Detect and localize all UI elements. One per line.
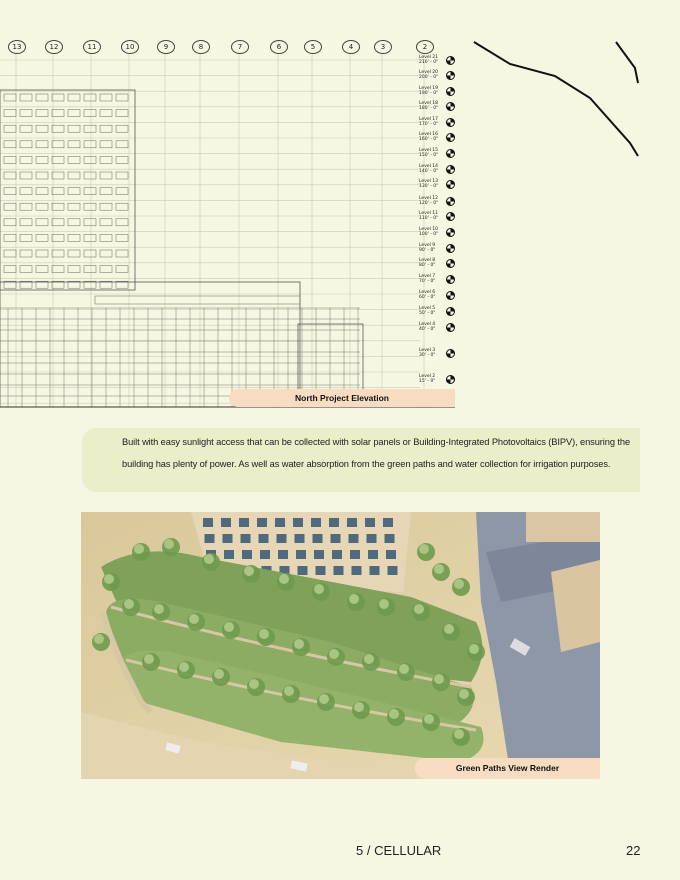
grid-marker: 13 (8, 40, 26, 54)
level-tag (419, 55, 459, 65)
level-tag (419, 322, 459, 332)
level-elevation: 15' - 0" (419, 379, 436, 384)
level-marker-icon (446, 228, 455, 237)
level-name: Level 13 (419, 179, 439, 184)
level-marker-icon (446, 118, 455, 127)
level-tag (419, 348, 459, 358)
level-elevation: 70' - 0" (419, 279, 436, 284)
render-illustration (81, 512, 600, 779)
level-elevation: 40' - 0" (419, 327, 436, 332)
grid-marker: 10 (121, 40, 139, 54)
level-tag (419, 101, 459, 111)
level-tag (419, 117, 459, 127)
grid-marker: 2 (416, 40, 434, 54)
level-marker-icon (446, 56, 455, 65)
level-elevation: 60' - 0" (419, 295, 436, 300)
level-elevation: 180' - 0" (419, 106, 439, 111)
level-name: Level 19 (419, 86, 439, 91)
grid-marker: 9 (157, 40, 175, 54)
level-elevation: 140' - 0" (419, 169, 439, 174)
level-name: Level 17 (419, 117, 439, 122)
level-marker-icon (446, 349, 455, 358)
level-marker-icon (446, 102, 455, 111)
level-elevation: 170' - 0" (419, 122, 439, 127)
level-marker-icon (446, 307, 455, 316)
level-name: Level 20 (419, 70, 439, 75)
level-elevation: 110' - 0" (419, 216, 439, 221)
level-name: Level 18 (419, 101, 439, 106)
level-marker-icon (446, 323, 455, 332)
level-tag (419, 227, 459, 237)
grid-marker: 5 (304, 40, 322, 54)
level-marker-icon (446, 291, 455, 300)
level-marker-icon (446, 375, 455, 384)
level-marker-icon (446, 259, 455, 268)
level-tag (419, 196, 459, 206)
level-elevation: 80' - 0" (419, 263, 436, 268)
grid-marker: 12 (45, 40, 63, 54)
level-name: Level 9 (419, 243, 436, 248)
level-name: Level 10 (419, 227, 439, 232)
level-elevation: 50' - 0" (419, 311, 436, 316)
level-elevation: 130' - 0" (419, 184, 439, 189)
level-marker-icon (446, 149, 455, 158)
level-name: Level 3 (419, 348, 436, 353)
level-elevation: 210' - 0" (419, 60, 439, 65)
level-marker-icon (446, 71, 455, 80)
level-elevation: 30' - 0" (419, 353, 436, 358)
level-name: Level 14 (419, 164, 439, 169)
level-name: Level 7 (419, 274, 436, 279)
elevation-caption: North Project Elevation (229, 389, 455, 407)
description-text: Built with easy sunlight access that can be collected with solar panels or Building-Integrated Photovoltaics (BIPV), ensuring the building has plenty of power. As well as water absorption from the green paths and water collection for irrigation purposes. (82, 428, 640, 492)
page-number: 22 (626, 843, 641, 858)
level-tag (419, 211, 459, 221)
grid-marker: 4 (342, 40, 360, 54)
level-name: Level 2 (419, 374, 436, 379)
grid-marker: 8 (192, 40, 210, 54)
section-label: 5 / CELLULAR (356, 843, 442, 858)
level-marker-icon (446, 133, 455, 142)
level-tag (419, 306, 459, 316)
level-elevation: 200' - 0" (419, 75, 439, 80)
level-name: Level 8 (419, 258, 436, 263)
level-name: Level 4 (419, 322, 436, 327)
level-name: Level 16 (419, 132, 439, 137)
level-marker-icon (446, 165, 455, 174)
level-name: Level 15 (419, 148, 439, 153)
level-name: Level 5 (419, 306, 436, 311)
level-name: Level 6 (419, 290, 436, 295)
elevation-svg (0, 38, 455, 410)
render-caption: Green Paths View Render (415, 758, 600, 779)
level-name: Level 21 (419, 55, 439, 60)
level-tag (419, 243, 459, 253)
level-marker-icon (446, 180, 455, 189)
level-tag (419, 164, 459, 174)
level-tag (419, 148, 459, 158)
level-tag (419, 70, 459, 80)
green-paths-render (81, 512, 600, 779)
level-name: Level 12 (419, 196, 439, 201)
sketch-lines (470, 38, 645, 163)
grid-marker: 3 (374, 40, 392, 54)
level-marker-icon (446, 244, 455, 253)
level-marker-icon (446, 212, 455, 221)
level-elevation: 100' - 0" (419, 232, 439, 237)
level-marker-icon (446, 197, 455, 206)
level-tag (419, 258, 459, 268)
level-elevation: 160' - 0" (419, 137, 439, 142)
level-name: Level 11 (419, 211, 439, 216)
level-elevation: 90' - 0" (419, 248, 436, 253)
level-tag (419, 374, 459, 384)
grid-marker: 6 (270, 40, 288, 54)
level-elevation: 150' - 0" (419, 153, 439, 158)
level-tag (419, 179, 459, 189)
level-tag (419, 132, 459, 142)
grid-marker: 11 (83, 40, 101, 54)
level-tag (419, 274, 459, 284)
level-tag (419, 86, 459, 96)
grid-marker: 7 (231, 40, 249, 54)
level-tag (419, 290, 459, 300)
north-elevation-drawing (0, 38, 455, 410)
level-marker-icon (446, 87, 455, 96)
level-marker-icon (446, 275, 455, 284)
level-elevation: 120' - 0" (419, 201, 439, 206)
level-elevation: 190' - 0" (419, 91, 439, 96)
